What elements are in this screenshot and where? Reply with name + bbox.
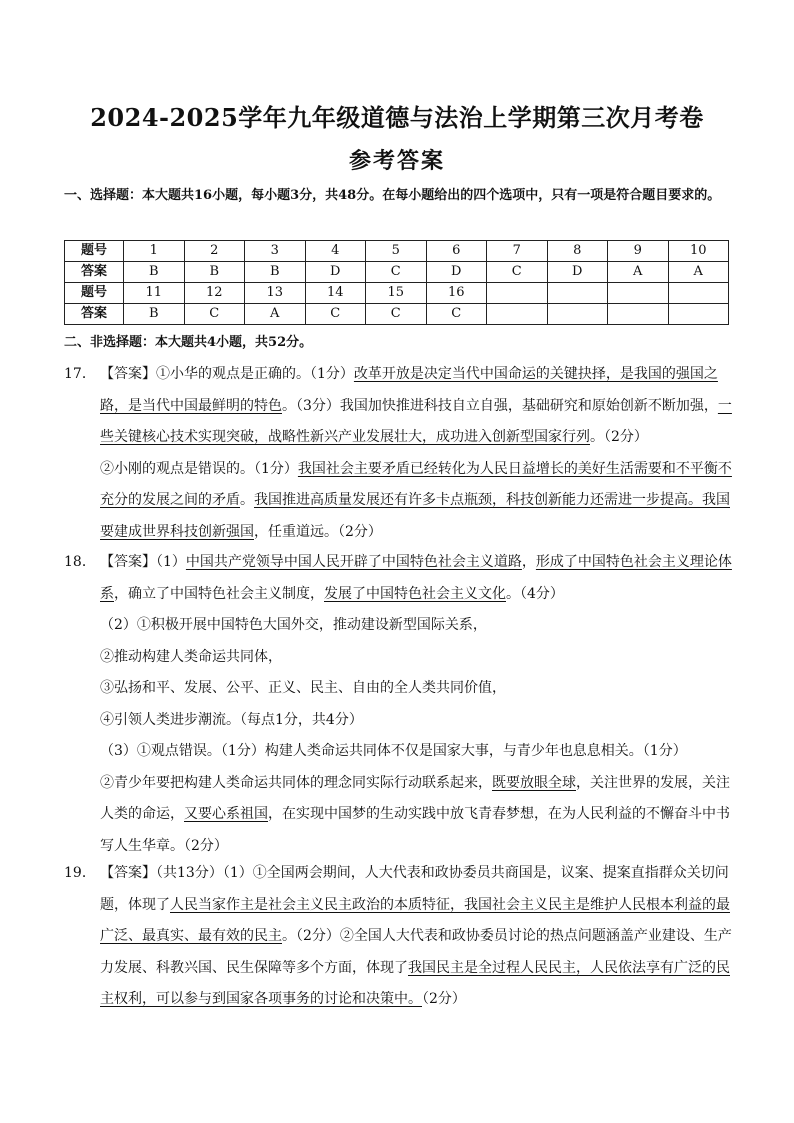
table-cell: 11 [124,283,185,304]
table-row [65,304,729,325]
table-cell: C [366,262,427,283]
table-cell: B [245,262,306,283]
question-19 [64,858,734,1016]
table-cell: 16 [426,283,487,304]
key-point: 中国共产党领导中国人民开辟了中国特色社会主义道路 [185,554,522,570]
table-cell [487,304,548,325]
answer-text: 。（4分） [506,585,564,602]
answer-text: ②青少年要把构建人类命运共同体的理念同实际行动联系起来， [100,774,492,791]
question-number: 19． [64,865,96,881]
table-cell: B [184,262,245,283]
answer-text: ，确立了中国特色社会主义制度， [114,585,324,602]
table-cell: A [668,262,729,283]
answer-tag: 【答案】 [100,865,156,881]
key-point: 既要放眼全球 [492,774,576,791]
answer-paragraph [100,454,734,549]
answer-paragraph [100,359,734,454]
key-point: 我国民主是全过程人民民主，人民依法享有广泛的民主权利，可以参与到国家各项事务的讨论和决策中。 [100,959,730,1007]
table-cell: 1 [124,241,185,262]
answer-text: ②小刚的观点是错误的。（1分） [100,460,298,477]
table-cell: B [124,262,185,283]
table-cell: 5 [366,241,427,262]
section-1-heading: 一、选择题：本大题共16小题，每小题3分，共48分。在每小题给出的四个选项中，只有一项是符合题目要求的。 [64,188,721,203]
answer-tag: 【答案】 [100,366,156,382]
answer-text: ，任重道远。（2分） [254,523,382,540]
table-cell: 6 [426,241,487,262]
table-row [65,241,729,262]
answer-table [64,240,729,325]
answer-text: （2分） [422,991,466,1007]
answer-tag: 【答案】 [100,554,156,570]
key-point: 形成了中国特色社会主义理论体系 [100,554,732,602]
table-cell [547,304,608,325]
answer-paragraph [100,858,734,1016]
table-label: 答案 [65,262,124,283]
answer-paragraph: ④引领人类进步潮流。（每点1分，共4分） [100,711,363,728]
table-cell [668,304,729,325]
table-cell: A [245,304,306,325]
question-17 [64,359,734,548]
key-point: 改革开放是决定当代中国命运的关键抉择，是我国的强国之路，是当代中国最鲜明的特色 [100,366,718,414]
table-cell [487,283,548,304]
answer-text: （1） [156,554,186,570]
table-cell: C [366,304,427,325]
table-cell: 2 [184,241,245,262]
answer-text: 。（3分）我国加快推进科技自立自强，基础研究和原始创新不断加强， [282,397,718,414]
table-cell: A [608,262,669,283]
table-cell: C [487,262,548,283]
answer-paragraph: ②推动构建人类命运共同体， [100,648,282,665]
answer-text: 。（2分） [590,429,648,445]
table-cell: 13 [245,283,306,304]
answer-text: 。（2分）②全国人大代表和政协委员讨论的热点问题涵盖产业建设、生产力发展、科教兴国、民生保障等多个方面，体现了 [100,928,732,976]
page-title: 2024-2025学年九年级道德与法治上学期第三次月考卷 [90,103,704,132]
answer-paragraph [100,547,734,610]
table-cell: D [426,262,487,283]
table-label: 题号 [65,241,124,262]
answer-paragraph: （2）①积极开展中国特色大国外交，推动建设新型国际关系， [100,617,487,633]
table-cell: C [305,304,366,325]
answer-paragraph: ③弘扬和平、发展、公平、正义、民主、自由的全人类共同价值， [100,680,506,696]
answer-text: ①小华的观点是正确的。（1分） [156,366,354,382]
answer-text: （共13分）（1）①全国两会期间，人大代表和政协委员共商国是，议案、提案直指群众关切问题，体现了 [100,865,729,913]
answer-text: 。 [240,492,254,508]
table-cell: 9 [608,241,669,262]
table-cell: D [547,262,608,283]
key-point: 我国推进高质量发展还有许多卡点瓶颈，科技创新能力还需进一步提高。我国要建成世界科技创新强国 [100,492,730,540]
answer-text: ，关注世界的发展，关注人类的命运， [100,774,730,822]
question-18 [64,547,734,862]
table-cell: 3 [245,241,306,262]
table-cell: 12 [184,283,245,304]
answer-text: ，在实现中国梦的生动实践中放飞青春梦想，在为人民利益的不懈奋斗中书写人生华章。（2分） [100,806,730,854]
page-subtitle: 参考答案 [348,148,445,174]
table-cell: 10 [668,241,729,262]
key-point: 发展了中国特色社会主义文化 [324,585,506,602]
key-point: 我国社会主要矛盾已经转化为人民日益增长的美好生活需要和不平衡不充分的发展之间的矛盾 [100,460,732,508]
table-label: 答案 [65,304,124,325]
answer-paragraph: （3）①观点错误。（1分）构建人类命运共同体不仅是国家大事，与青少年也息息相关。（1分） [100,743,687,759]
table-cell [668,283,729,304]
question-number: 17． [64,366,96,382]
question-number: 18． [64,554,96,570]
table-cell: 14 [305,283,366,304]
table-cell: C [426,304,487,325]
answer-text: ， [521,554,536,570]
section-2-heading: 二、非选择题：本大题共4小题，共52分。 [64,335,313,350]
table-row [65,283,729,304]
table-cell: C [184,304,245,325]
table-cell: 15 [366,283,427,304]
table-cell [608,283,669,304]
table-row [65,262,729,283]
table-cell: 4 [305,241,366,262]
key-point: 又要心系祖国 [184,806,268,822]
table-cell: 7 [487,241,548,262]
table-cell [547,283,608,304]
table-cell: 8 [547,241,608,262]
table-cell [608,304,669,325]
key-point: 人民当家作主是社会主义民主政治的本质特征，我国社会主义民主是维护人民根本利益的最广泛、最真实、最有效的民主 [100,896,730,944]
answer-paragraph [100,768,734,863]
table-label: 题号 [65,283,124,304]
table-cell: D [305,262,366,283]
table-cell: B [124,304,185,325]
key-point: 一些关键核心技术实现突破，战略性新兴产业发展壮大，成功进入创新型国家行列 [100,397,732,445]
